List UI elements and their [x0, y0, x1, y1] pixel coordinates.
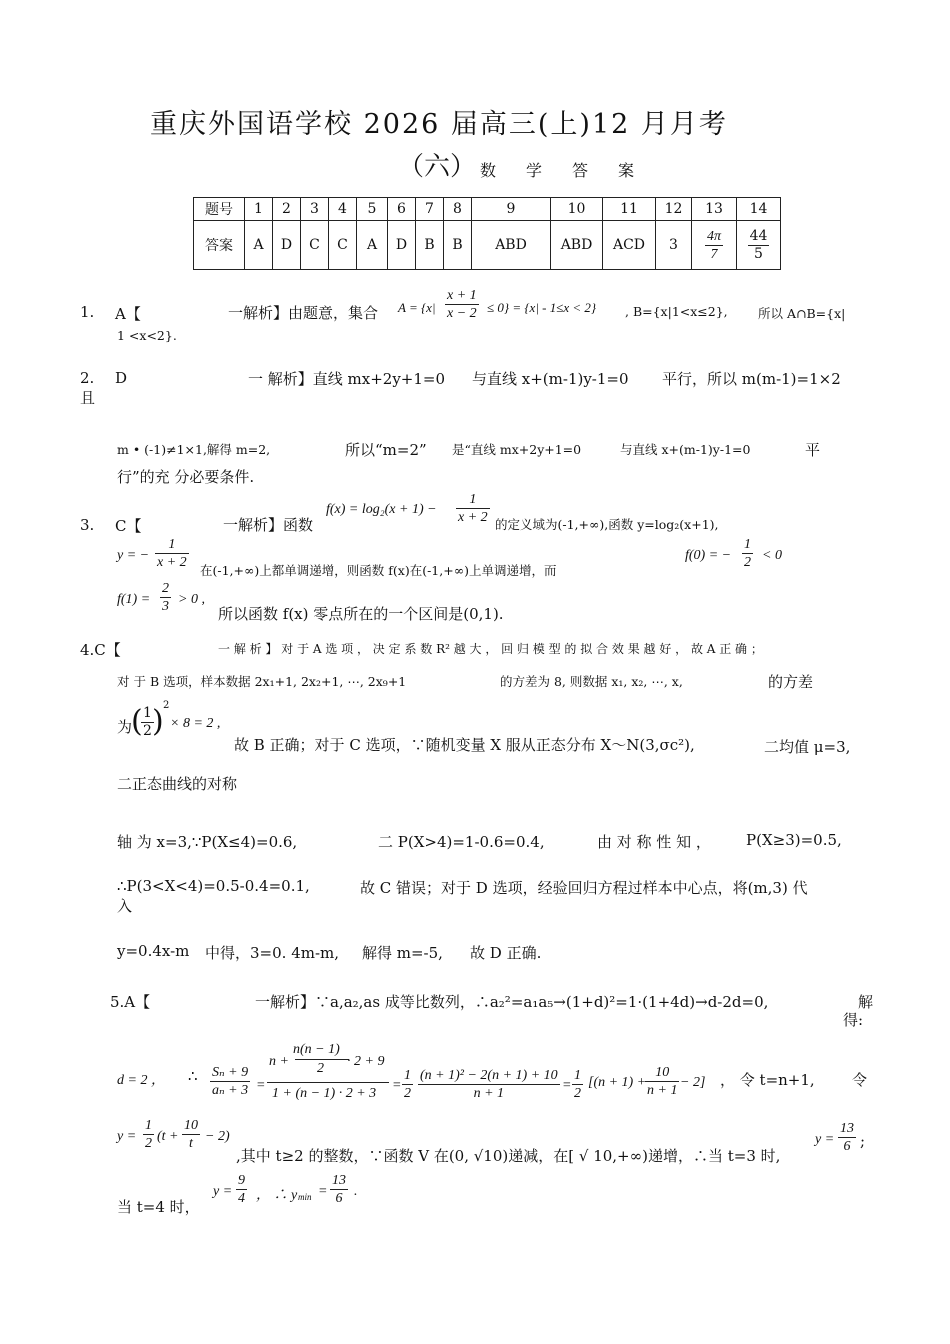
question-number: 1. — [80, 303, 95, 321]
q4-l6a: ∴P(3<X<4)=0.5-0.4=0.1, — [117, 877, 310, 895]
table-cell: D — [388, 221, 416, 270]
question-head: 5.A【 — [110, 993, 151, 1011]
q5-y3: y = — [815, 1132, 835, 1147]
table-cell: 13 — [692, 198, 737, 221]
table-cell: B — [416, 221, 444, 270]
q5-ling2: 令 — [852, 1071, 868, 1089]
q2-line3e: 平 — [805, 441, 821, 459]
table-cell: 答案 — [194, 221, 245, 270]
q5-ymin: ， ∴ y — [256, 1188, 298, 1203]
q3-f1: f(1) = — [117, 592, 151, 607]
table-cell: A — [245, 221, 273, 270]
table-cell: ACD — [603, 221, 656, 270]
question-head: 4.C【 — [80, 641, 121, 659]
q4-times: × 8 = 2 , — [170, 716, 221, 731]
right-paren-icon: ) — [152, 704, 164, 739]
table-row-question-numbers — [194, 198, 781, 221]
table-cell: 题号 — [194, 198, 245, 221]
exponent-two: 2 — [163, 700, 170, 711]
q5-y3-frac: $\frac{13}{6}$ — [840, 1121, 854, 1154]
q3-f1-tail: > 0 , — [178, 592, 205, 607]
q2-qie: 且 — [80, 389, 96, 407]
table-cell: 3 — [301, 198, 329, 221]
table-cell: 2 — [273, 198, 301, 221]
q4-l6c: 入 — [117, 897, 133, 915]
table-cell: ABD — [472, 221, 551, 270]
q2-right: 平行，所以 m(m-1)=1×2 — [662, 370, 841, 388]
question-number: 2. — [80, 369, 95, 387]
table-cell: C — [329, 221, 357, 270]
intersection: 所以 A∩B={x| — [758, 306, 846, 321]
table-cell: 14 — [737, 198, 781, 221]
table-cell: 8 — [444, 198, 472, 221]
q3-conclusion: 所以函数 f(x) 零点所在的一个区间是(0,1). — [218, 605, 504, 623]
q4-l5d: P(X≥3)=0.5, — [746, 831, 842, 849]
q4-l5c: 由 对 称 性 知 ， — [597, 833, 711, 851]
q5-y-tail: − 2) — [205, 1129, 230, 1144]
q5-poly-frac: $\frac{\text{(n + 1)² − 2(n + 1) + 10}}{n + 1}$ — [420, 1068, 558, 1101]
q5-semicolon: ; — [860, 1132, 866, 1150]
q1-line2: 1 <x<2}. — [117, 328, 177, 343]
q4-l2a: 对 于 B 选项，样本数据 2x₁+1, 2x₂+1, ⋯, 2x₉+1 — [117, 674, 407, 689]
table-row-answers — [194, 221, 781, 270]
q4-l2c: 的方差 — [768, 673, 814, 691]
q5-bracket-right: − 2] — [680, 1075, 706, 1090]
q5-end: . — [354, 1184, 358, 1199]
q4-l7d: 故 D 正确. — [470, 944, 542, 962]
set-a-right: ≤ 0} = {x| - 1≤x < 2} — [487, 300, 597, 315]
table-cell: A — [357, 221, 388, 270]
table-cell-q13: $\frac{4\pi}{7}$ — [692, 221, 737, 270]
q5-jie: 解 — [858, 993, 874, 1011]
subtitle-paren: （六） — [398, 152, 477, 182]
q2-line3b: 所以“m=2” — [345, 441, 427, 459]
q4-half-frac: $\frac{1}{2}$ — [143, 705, 152, 739]
analysis-text: 一解析】由题意，集合 — [228, 304, 379, 322]
answer-letter: A【 — [115, 305, 141, 323]
q5-y4: y = — [213, 1184, 233, 1199]
q5-eq2: = — [392, 1078, 402, 1093]
table-cell-q14: $\frac{44}{5}$ — [737, 221, 781, 270]
q4-analysis: 一 解 析 】 对 于 A 选 项 ， 决 定 系 数 R² 越 大 ， 回 归 模 型 的 拟 合 效 果 越 好 ， 故 A 正 确 ； — [218, 642, 763, 656]
set-a-frac: $\frac{x + 1}{x - 2}$ — [447, 288, 477, 321]
table-cell: 12 — [656, 198, 692, 221]
left-paren-icon: ( — [131, 704, 143, 739]
table-cell: 5 — [357, 198, 388, 221]
q3-f0: f(0) = − — [685, 548, 732, 563]
q5-ymin-eq: = — [318, 1184, 328, 1199]
q5-analysis: 一解析】∵a,a₂,as 成等比数列，∴a₂²=a₁a₅→(1+d)²=1·(1+4d)→d-2d=0, — [255, 993, 769, 1011]
q3-f0-tail: < 0 — [762, 548, 782, 563]
q3-domain: 的定义域为(-1,+∞),函数 y=log₂(x+1), — [495, 517, 719, 532]
q2-line4: 行”的充 分必要条件. — [117, 468, 255, 486]
q5-sn-frac: $\frac{\text{Sₙ + 9}}{\text{aₙ + 3}}$ — [212, 1065, 249, 1098]
page-title: 重庆外国语学校 2026 届高三(上)12 月月考 — [150, 109, 728, 140]
q5-half-frac: $\frac{1}{2}$ — [404, 1068, 411, 1101]
table-cell: 6 — [388, 198, 416, 221]
function-fx: f(x) = log₂(x + 1) − — [326, 502, 437, 517]
fx-frac: $\frac{1}{x + 2}$ — [458, 492, 488, 525]
table-cell: ABD — [551, 221, 603, 270]
q4-l2b: 的方差为 8, 则数据 x₁, x₂, ⋯, x, — [500, 674, 683, 689]
q5-eq: = — [256, 1078, 266, 1093]
q5-y: y = — [117, 1129, 137, 1144]
q4-l4: 二正态曲线的对称 — [117, 775, 238, 793]
q5-half-frac-2: $\frac{1}{2}$ — [574, 1068, 581, 1101]
q5-ymin-frac: $\frac{13}{6}$ — [332, 1173, 346, 1206]
question-number: 3. — [80, 516, 95, 534]
q5-de: 得: — [843, 1011, 864, 1029]
q5-t4: 当 t=4 时， — [117, 1198, 200, 1216]
table-cell: D — [273, 221, 301, 270]
q4-l7a: y=0.4x-m — [117, 942, 190, 960]
q4-l6b: 故 C 错误；对于 D 选项，经验回归方程过样本中心点，将(m,3) 代 — [360, 879, 808, 897]
answer-letter: D — [115, 369, 128, 387]
q5-ling1: ， 令 t=n+1, — [720, 1071, 815, 1089]
q2-line3d: 与直线 x+(m-1)y-1=0 — [620, 442, 751, 457]
q5-y-paren: (t + — [157, 1129, 179, 1144]
analysis-text: 一 解析】直线 mx+2y+1=0 — [248, 370, 446, 388]
table-cell: B — [444, 221, 472, 270]
analysis-text: 一解析】函数 — [223, 516, 314, 534]
subtitle-words: 数学答案 — [480, 161, 665, 180]
table-cell: 7 — [416, 198, 444, 221]
q4-l7c: 解得 m=-5, — [362, 944, 443, 962]
q5-bracket-left: [(n + 1) + — [588, 1075, 647, 1090]
table-cell: 11 — [603, 198, 656, 221]
q4-l7b: 中得，3=0. 4m-m, — [205, 944, 340, 962]
q5-y-ten-frac: $\frac{10}{t}$ — [184, 1118, 198, 1151]
q5-d: d = 2 ， — [117, 1073, 165, 1088]
q5-ten-frac: $\frac{10}{n + 1}$ — [647, 1065, 678, 1098]
q3-f0-frac: $\frac{1}{2}$ — [744, 537, 751, 570]
answer-letter: C【 — [115, 517, 142, 535]
q2-line3c: 是“直线 mx+2y+1=0 — [452, 442, 582, 457]
therefore-icon: ∴ — [188, 1067, 198, 1085]
q5-y4-frac: $\frac{9}{4}$ — [238, 1173, 245, 1206]
q4-l5b: 二 P(X>4)=1-0.6=0.4, — [378, 833, 545, 851]
q3-f1-frac: $\frac{2}{3}$ — [162, 581, 169, 614]
table-cell: C — [301, 221, 329, 270]
q3-y-frac: $\frac{1}{x + 2}$ — [157, 537, 187, 570]
q4-l3b: 二均值 μ=3, — [764, 738, 851, 756]
set-a-left: A = {x| — [398, 300, 436, 315]
q4-l3a: 故 B 正确；对于 C 选项，∵随机变量 X 服从正态分布 X～N(3,σc²), — [234, 736, 695, 754]
q3-y: y = − — [117, 548, 150, 563]
q5-eq3: = — [562, 1078, 572, 1093]
table-cell: 9 — [472, 198, 551, 221]
q5-ymin-sub: min — [298, 1192, 312, 1202]
q5-range: ,其中 t≥2 的整数，∵函数 V 在(0, √10)递减，在[ √ 10,+∞)递增，∴当 t=3 时, — [236, 1147, 781, 1165]
answer-table — [193, 197, 781, 270]
q2-mid: 与直线 x+(m-1)y-1=0 — [472, 370, 629, 388]
table-cell: 1 — [245, 198, 273, 221]
q2-line3a: m • (-1)≠1×1,解得 m=2, — [117, 442, 271, 457]
table-cell: 10 — [551, 198, 603, 221]
set-b: , B={x|1<x≤2}, — [625, 304, 728, 319]
q3-mono: 在(-1,+∞)上都单调递增，则函数 f(x)在(-1,+∞)上单调递增，而 — [200, 563, 557, 578]
table-cell: 4 — [329, 198, 357, 221]
q5-y-half-frac: $\frac{1}{2}$ — [145, 1118, 152, 1151]
q4-l5a: 轴 为 x=3,∵P(X≤4)=0.6, — [117, 833, 298, 851]
table-cell: 3 — [656, 221, 692, 270]
q4-wei: 为 — [117, 718, 133, 736]
